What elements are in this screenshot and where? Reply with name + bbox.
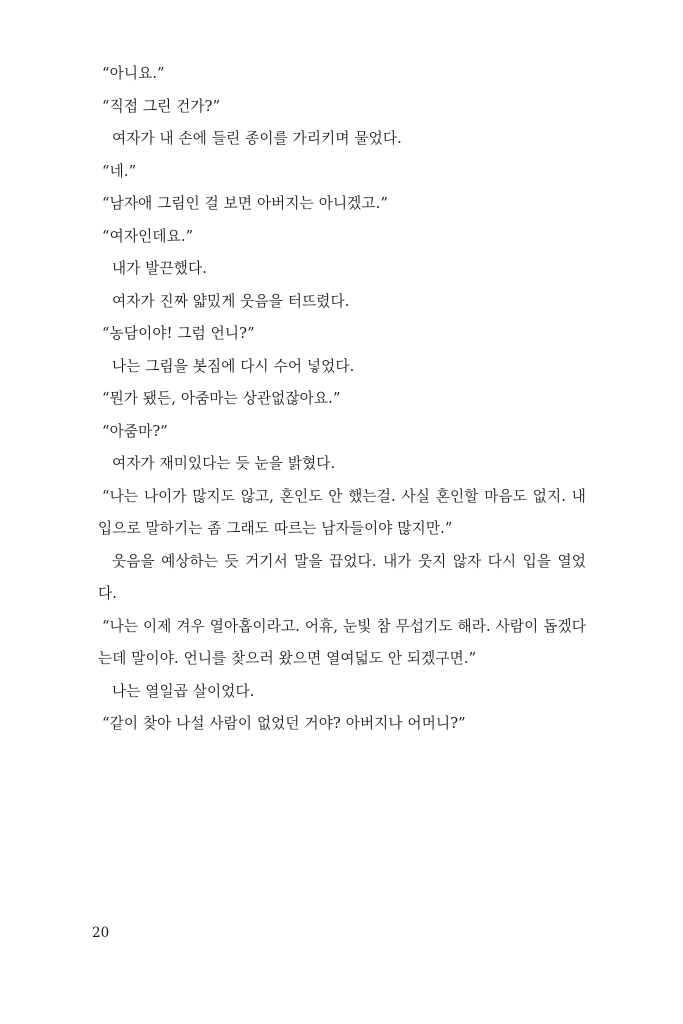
paragraph: 여자가 내 손에 들린 종이를 가리키며 물었다.: [112, 130, 402, 147]
paragraph: 나는 그림을 봇짐에 다시 수어 넣었다.: [112, 357, 355, 375]
paragraph: “직접 그린 건가?”: [102, 97, 221, 115]
page-body-text: [98, 58, 586, 741]
paragraph: “아니요.”: [102, 65, 165, 82]
paragraph: “남자애 그림인 걸 보면 아버지는 아니겠고.”: [102, 195, 389, 212]
paragraph: “뭔가 됐든, 아줌마는 상관없잖아요.”: [102, 390, 341, 407]
paragraph: 웃음을 예상하는 듯 거기서 말을 끕었다. 내가 웃지 않자 다시 입을 열었다.: [98, 552, 586, 602]
paragraph: “나는 이제 겨우 열아홉이라고. 어휴, 눈빛 참 무섭기도 해라. 사람이 돕겠다는데 말이야. 언니를 찾으러 왔으면 열여덟도 안 되겠구면.”: [98, 617, 586, 667]
paragraph: 여자가 진짜 얇밌게 웃음을 터뜨렸다.: [112, 292, 350, 310]
paragraph: “농담이야! 그럼 언니?”: [102, 325, 255, 342]
paragraph: “나는 나이가 많지도 않고, 혼인도 안 했는걸. 사실 혼인할 마음도 없지. 내 입으로 말하기는 좀 그래도 따르는 남자들이야 많지만.”: [98, 487, 586, 537]
paragraph: “아줌마?”: [102, 422, 168, 440]
paragraph: 내가 발끈했다.: [112, 260, 208, 277]
paragraph: “여자인데요.”: [102, 227, 194, 245]
page-number: 20: [92, 925, 110, 941]
paragraph: 나는 열일곱 살이었다.: [112, 682, 255, 700]
paragraph: “네.”: [102, 162, 137, 180]
paragraph: 여자가 재미있다는 듯 눈을 밝혔다.: [112, 455, 336, 472]
paragraph: “같이 찾아 나설 사람이 없었던 거야? 아버지나 어머니?”: [102, 715, 466, 732]
